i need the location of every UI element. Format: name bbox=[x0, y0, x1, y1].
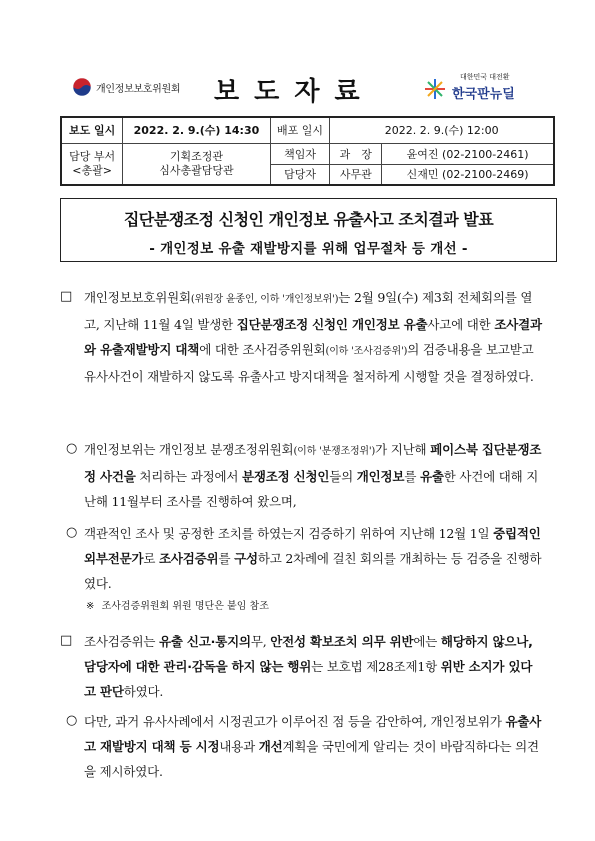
emphasis-text: 구성 bbox=[234, 551, 258, 566]
body-text: 를 bbox=[404, 469, 420, 484]
body-text: 가 지난해 bbox=[375, 442, 431, 457]
square-bullet-2: □ bbox=[60, 633, 73, 648]
body-text: 는 2월 9일(수) 제3회 전체회의를 열고, 지난해 11월 4일 발생한 bbox=[84, 290, 533, 332]
circle-bullet-2: ○ bbox=[66, 525, 78, 540]
paragraph-2 bbox=[84, 437, 542, 514]
distribute-time-label: 배포 일시 bbox=[270, 117, 330, 143]
org-name: 개인정보보호위원회 bbox=[96, 84, 181, 95]
body-text: 들의 bbox=[329, 469, 357, 484]
new-deal-logo-icon bbox=[424, 78, 446, 100]
body-text: (이하 '조사검증위') bbox=[325, 346, 408, 357]
paragraph-1 bbox=[84, 285, 542, 389]
emphasis-text: 페이스북 집단분쟁조정 사건을 bbox=[84, 442, 542, 484]
subheadline: - 개인정보 유출 재발방지를 위해 업무절차 등 개선 - bbox=[149, 241, 468, 257]
body-text: 객관적인 조사 및 공정한 조치를 하였는지 검증하기 위하여 지난해 12월 1일 bbox=[84, 526, 494, 541]
body-text: 계획을 국민에게 알리는 것이 바람직하다는 의견을 제시하였다. bbox=[84, 739, 539, 779]
responsible-label: 책임자 bbox=[270, 143, 330, 164]
emphasis-text: 유출 신고·통지의 bbox=[159, 634, 251, 649]
brand-name: 한국판뉴딜 bbox=[452, 87, 515, 102]
body-text: 조사검증위는 bbox=[84, 634, 160, 649]
emphasis-text: 중립적인 외부전문가 bbox=[84, 526, 541, 566]
body-text: 사고에 대한 bbox=[427, 317, 495, 332]
body-text: 무, bbox=[250, 634, 271, 649]
square-bullet-1: □ bbox=[60, 289, 73, 304]
emphasis-text: 개인정보 bbox=[356, 469, 405, 484]
body-text: 개인정보위는 개인정보 분쟁조정위원회 bbox=[84, 442, 294, 457]
note-text: 조사검증위원회 위원 명단은 붙임 참조 bbox=[101, 601, 269, 612]
body-text: 에 대한 조사검증위원회 bbox=[199, 342, 326, 357]
body-text: 로 bbox=[143, 551, 160, 566]
doc-type-title: 보 도 자 료 bbox=[214, 77, 363, 107]
pipc-logo-icon bbox=[72, 77, 92, 97]
body-text: 내용과 bbox=[219, 739, 259, 754]
paragraph-3 bbox=[84, 521, 542, 596]
responsible-contact: 윤여진 (02-2100-2461) bbox=[382, 143, 554, 164]
headline: 집단분쟁조정 신청인 개인정보 유출사고 조치결과 발표 bbox=[123, 210, 494, 229]
body-text: 는 보호법 제28조제1항 bbox=[311, 659, 441, 674]
emphasis-text: 집단분쟁조정 신청인 개인정보 유출 bbox=[236, 317, 428, 332]
paragraph-5 bbox=[84, 709, 542, 784]
staff-label: 담당자 bbox=[270, 164, 330, 185]
emphasis-text: 위반 소지가 있다고 판단 bbox=[84, 659, 533, 699]
circle-bullet-1: ○ bbox=[66, 441, 78, 456]
body-text: 하였다. bbox=[123, 684, 164, 699]
body-text: (이하 '분쟁조정위') bbox=[293, 446, 376, 457]
emphasis-text: 안전성 확보조치 의무 위반 bbox=[270, 634, 414, 649]
note-line bbox=[86, 597, 269, 612]
body-text: 처리하는 과정에서 bbox=[135, 469, 242, 484]
dept-label: 담당 부서 <총괄> bbox=[61, 143, 123, 185]
headline-box bbox=[60, 198, 557, 262]
body-text: 다만, 과거 유사사례에서 시정권고가 이루어진 점 등을 감안하여, 개인정보위가 bbox=[84, 714, 506, 729]
body-text: 를 bbox=[218, 551, 235, 566]
release-time-label: 보도 일시 bbox=[61, 117, 123, 143]
staff-contact: 신재민 (02-2100-2469) bbox=[382, 164, 554, 185]
body-text: 하고 2차례에 걸친 회의를 개최하는 등 검증을 진행하였다. bbox=[84, 551, 542, 591]
note-mark: ※ bbox=[86, 601, 95, 612]
emphasis-text: 조사결과와 유출재발방지 대책 bbox=[84, 317, 542, 357]
body-text: (위원장 윤종인, 이하 '개인정보위') bbox=[190, 294, 339, 305]
paragraph-4 bbox=[84, 629, 542, 704]
emphasis-text: 개선 bbox=[258, 739, 283, 754]
emphasis-text: 해당하지 않으나, 담당자에 대한 관리·감독을 하지 않는 행위 bbox=[84, 634, 533, 674]
emphasis-text: 조사검증위 bbox=[159, 551, 219, 566]
brand-tagline: 대한민국 대전환 bbox=[460, 73, 510, 81]
body-text: 의 검증내용을 보고받고 유사사건이 재발하지 않도록 유출사고 방지대책을 철저하게 시행할 것을 결정하였다. bbox=[84, 342, 534, 384]
emphasis-text: 유출사고 재발방지 대책 등 시정 bbox=[84, 714, 542, 754]
emphasis-text: 분쟁조정 신청인 bbox=[241, 469, 330, 484]
distribute-time-value: 2022. 2. 9.(수) 12:00 bbox=[330, 117, 554, 143]
body-text: 한 사건에 대해 지난해 11월부터 조사를 진행하여 왔으며, bbox=[84, 469, 539, 509]
circle-bullet-3: ○ bbox=[66, 713, 78, 728]
body-text: 개인정보보호위원회 bbox=[84, 290, 191, 305]
responsible-title: 과 장 bbox=[330, 143, 382, 164]
body-text: 에는 bbox=[413, 634, 441, 649]
staff-title: 사무관 bbox=[330, 164, 382, 185]
emphasis-text: 유출 bbox=[419, 469, 444, 484]
press-info-table bbox=[60, 116, 555, 186]
release-time-value: 2022. 2. 9.(수) 14:30 bbox=[123, 117, 270, 143]
dept-value: 기획조정관 심사총괄담당관 bbox=[123, 143, 270, 185]
